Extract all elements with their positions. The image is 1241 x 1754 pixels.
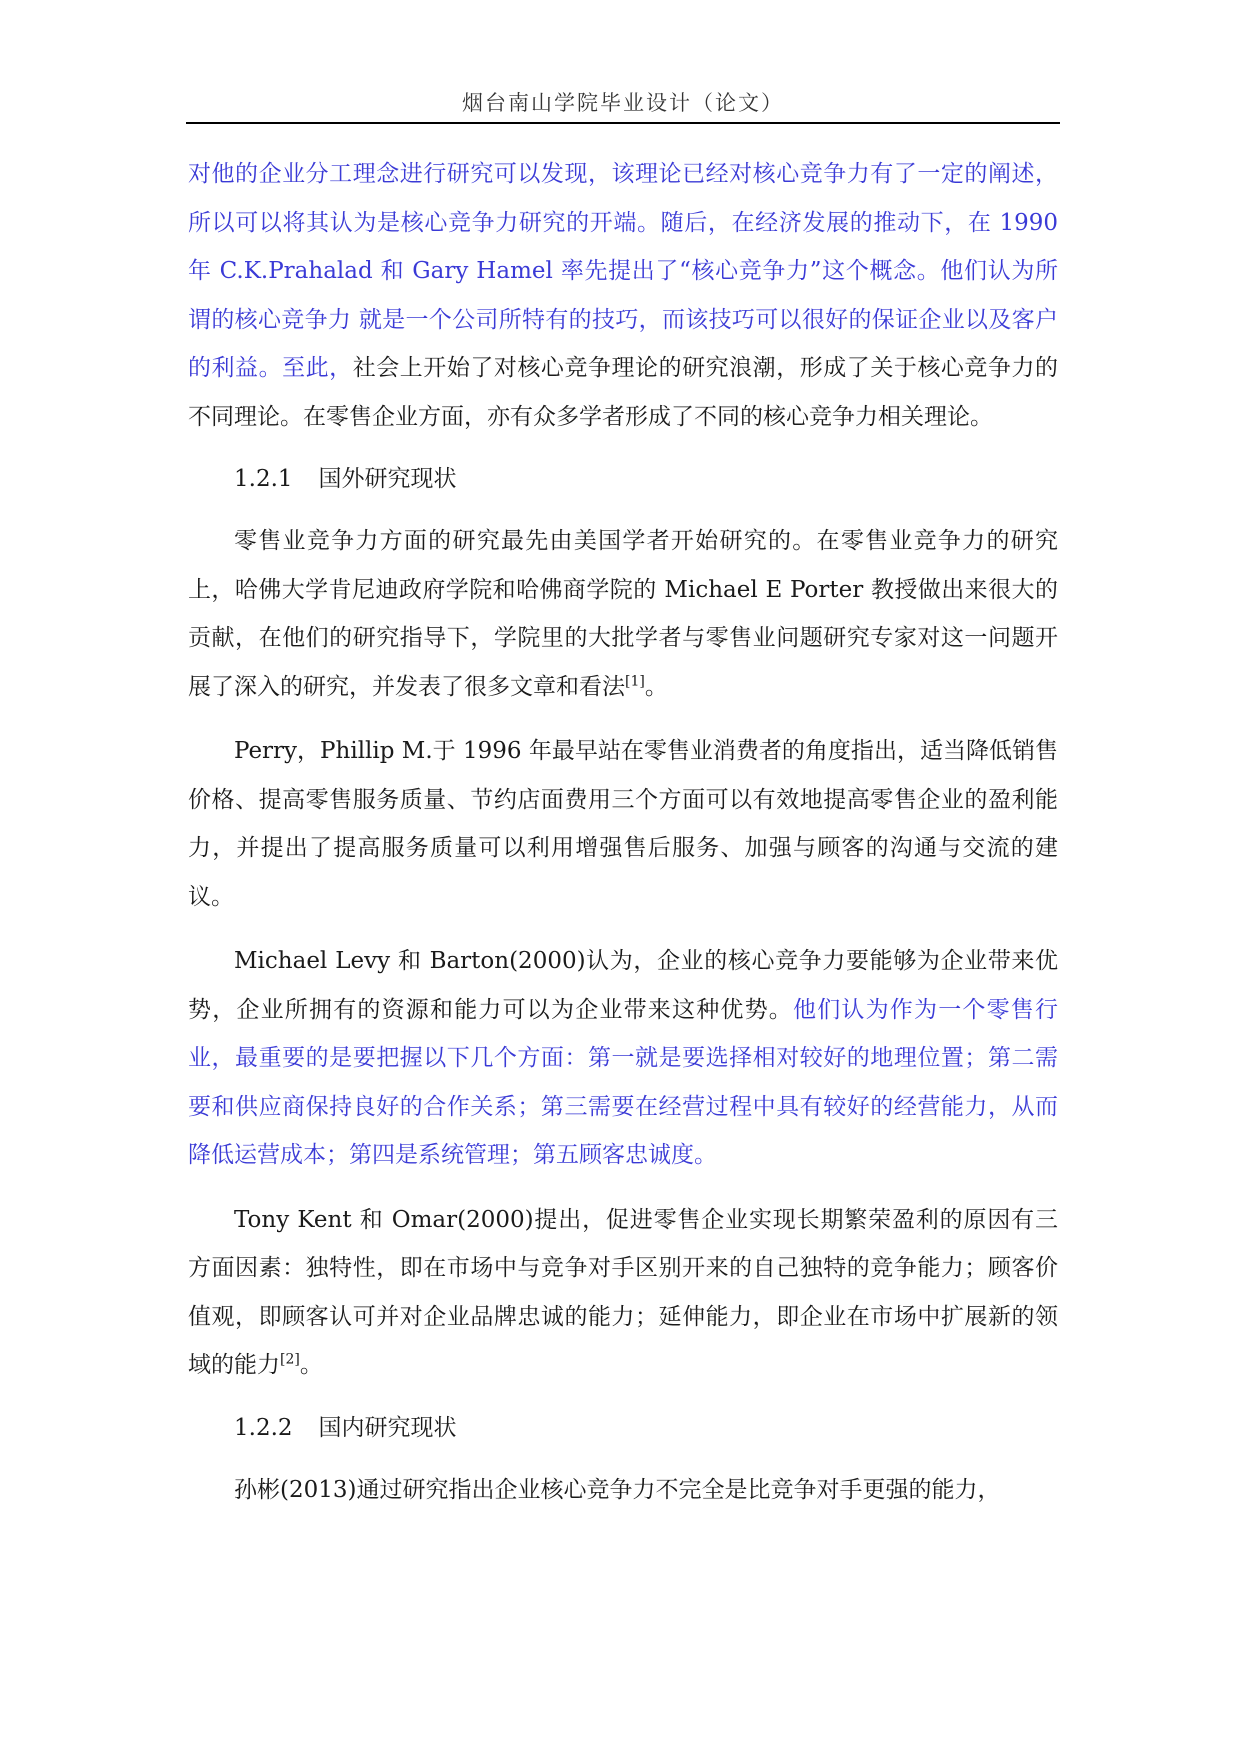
body-text: Tony Kent 和 Omar(2000)提出，促进零售企业实现长期繁荣盈利的原因有三方面因素：独特性，即在市场中与竞争对手区别开来的自己独特的竞争能力；顾客价值观，即顾客认可并对企业品牌忠诚的能力；延伸能力，即企业在市场中扩展新的领域的能力 [188, 1206, 1058, 1378]
section-number: 1.2.2 [234, 1414, 293, 1441]
highlighted-text: 他们认为作为一个零售行业，最重要的是要把握以下几个方面：第一就是要选择相对较好的地理位置；第二需要和供应商保持良好的合作关系；第三需要在经营过程中具有较好的经营能力，从而降低运营成本；第四是系统管理；第五顾客忠诚度。 [188, 996, 1059, 1168]
body-text: Michael Levy 和 Barton(2000)认为，企业的核心竞争力要能够为企业带来优势，企业所拥有的资源和能力可以为企业带来这种优势。 [188, 948, 1058, 1023]
body-text-end: 。 [299, 1352, 323, 1378]
section-title: 国外研究现状 [318, 466, 457, 492]
highlighted-text: 对他的企业分工理念进行研究可以发现，该理论已经对核心竞争力有了一定的阐述，所以可以将其认为是核心竞争力研究的开端。随后，在经济发展的推动下，在 1990 年 C.K.Prahalad 和 Gary Hamel 率先提出了“核心竞争力”这个概念。他们认为所谓的核心竞争力 就是一个公司所特有的技巧，而该技巧可以很好的保证企业以及客户的利益。至此， [188, 161, 1058, 381]
section-number: 1.2.1 [234, 466, 293, 492]
paragraph-kent-omar [188, 1196, 1058, 1390]
page-header [186, 86, 1060, 124]
page-content [188, 150, 1058, 1530]
body-text: 社会上开始了对核心竞争理论的研究浪潮，形成了关于核心竞争力的不同理论。在零售企业方面，亦有众多学者形成了不同的核心竞争力相关理论。 [188, 355, 1059, 430]
paragraph-intro-continued [188, 150, 1058, 441]
paragraph-levy-barton [188, 937, 1058, 1180]
body-text: Perry，Phillip M.于 1996 年最早站在零售业消费者的角度指出，适当降低销售价格、提高零售服务质量、节约店面费用三个方面可以有效地提高零售企业的盈利能力，并提出了提高服务质量可以利用增强售后服务、加强与顾客的沟通与交流的建议。 [188, 738, 1058, 910]
section-title: 国内研究现状 [318, 1414, 457, 1441]
paragraph-foreign-research [188, 517, 1058, 711]
body-text: 孙彬(2013)通过研究指出企业核心竞争力不完全是比竞争对手更强的能力， [234, 1476, 1001, 1503]
citation-ref: [1] [625, 672, 645, 689]
paragraph-domestic-research [188, 1466, 1058, 1515]
header-title: 烟台南山学院毕业设计（论文） [462, 91, 784, 115]
section-heading-1-2-2 [234, 1406, 1058, 1450]
citation-ref: [2] [280, 1351, 300, 1368]
section-heading-1-2-1 [234, 457, 1058, 501]
body-text-end: 。 [644, 673, 668, 700]
body-text: 零售业竞争力方面的研究最先由美国学者开始研究的。在零售业竞争力的研究上，哈佛大学肯尼迪政府学院和哈佛商学院的 Michael E Porter 教授做出来很大的贡献，在他们的研究指导下，学院里的大批学者与零售业问题研究专家对这一问题开展了深入的研究，并发表了很多文章和看法 [188, 528, 1058, 700]
paragraph-perry [188, 727, 1058, 921]
